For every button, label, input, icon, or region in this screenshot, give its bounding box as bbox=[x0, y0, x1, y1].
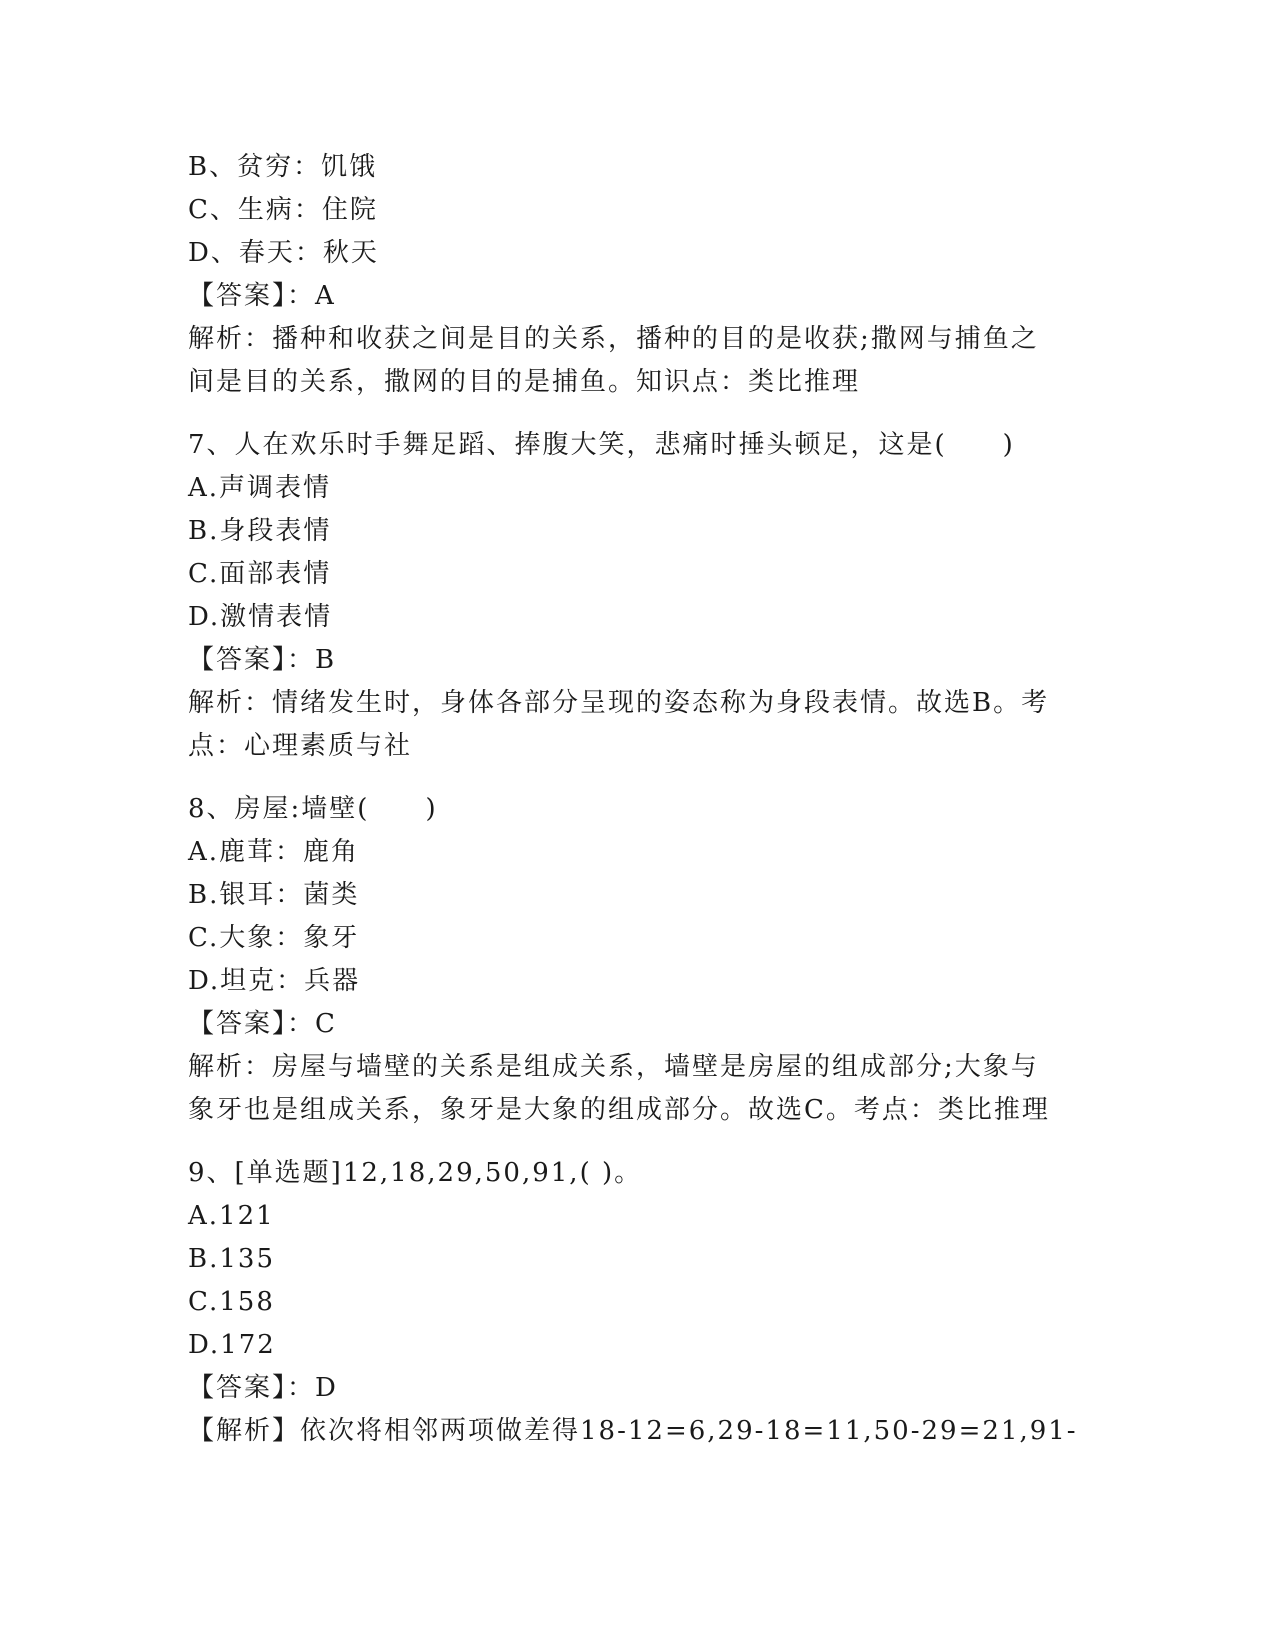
option-d: D.坦克：兵器 bbox=[188, 966, 361, 996]
option-a: A.鹿茸：鹿角 bbox=[188, 837, 360, 867]
option-a: A.声调表情 bbox=[188, 473, 332, 503]
option-c: C.158 bbox=[188, 1287, 275, 1317]
question-6-tail bbox=[188, 146, 1088, 404]
question-9 bbox=[188, 1152, 1088, 1453]
analysis-line: 间是目的关系，撒网的目的是捕鱼。知识点：类比推理 bbox=[188, 367, 861, 397]
option-d: D.172 bbox=[188, 1330, 276, 1360]
answer: 【答案】：C bbox=[188, 1009, 337, 1039]
question-text: 8、房屋:墙壁( ) bbox=[188, 794, 438, 824]
option-a: A.121 bbox=[188, 1201, 275, 1231]
answer: 【答案】：D bbox=[188, 1373, 338, 1403]
analysis-line: 解析：播种和收获之间是目的关系，播种的目的是收获;撒网与捕鱼之 bbox=[188, 324, 1039, 354]
option-d: D.激情表情 bbox=[188, 602, 333, 632]
document-page bbox=[188, 146, 1088, 1453]
question-text: 7、人在欢乐时手舞足蹈、捧腹大笑，悲痛时捶头顿足，这是( ) bbox=[188, 430, 1015, 460]
option-b: B.135 bbox=[188, 1244, 275, 1274]
question-8 bbox=[188, 788, 1088, 1132]
option-b: B、贫穷：饥饿 bbox=[188, 152, 378, 182]
option-b: B.银耳：菌类 bbox=[188, 880, 360, 910]
analysis-line: 点：心理素质与社 bbox=[188, 731, 413, 761]
answer: 【答案】：B bbox=[188, 645, 337, 675]
option-b: B.身段表情 bbox=[188, 516, 332, 546]
option-c: C.面部表情 bbox=[188, 559, 332, 589]
question-text: 9、[单选题]12,18,29,50,91,( )。 bbox=[188, 1158, 643, 1188]
analysis-line: 解析：情绪发生时，身体各部分呈现的姿态称为身段表情。故选B。考 bbox=[188, 688, 1050, 718]
option-c: C.大象：象牙 bbox=[188, 923, 360, 953]
answer: 【答案】：A bbox=[188, 281, 336, 311]
option-c: C、生病：住院 bbox=[188, 195, 378, 225]
analysis-line: 【解析】依次将相邻两项做差得18-12=6,29-18=11,50-29=21,91- bbox=[188, 1416, 1078, 1446]
analysis-line: 象牙也是组成关系，象牙是大象的组成部分。故选C。考点：类比推理 bbox=[188, 1095, 1050, 1125]
option-d: D、春天：秋天 bbox=[188, 238, 379, 268]
question-7 bbox=[188, 424, 1088, 768]
analysis-line: 解析：房屋与墙壁的关系是组成关系，墙壁是房屋的组成部分;大象与 bbox=[188, 1052, 1039, 1082]
